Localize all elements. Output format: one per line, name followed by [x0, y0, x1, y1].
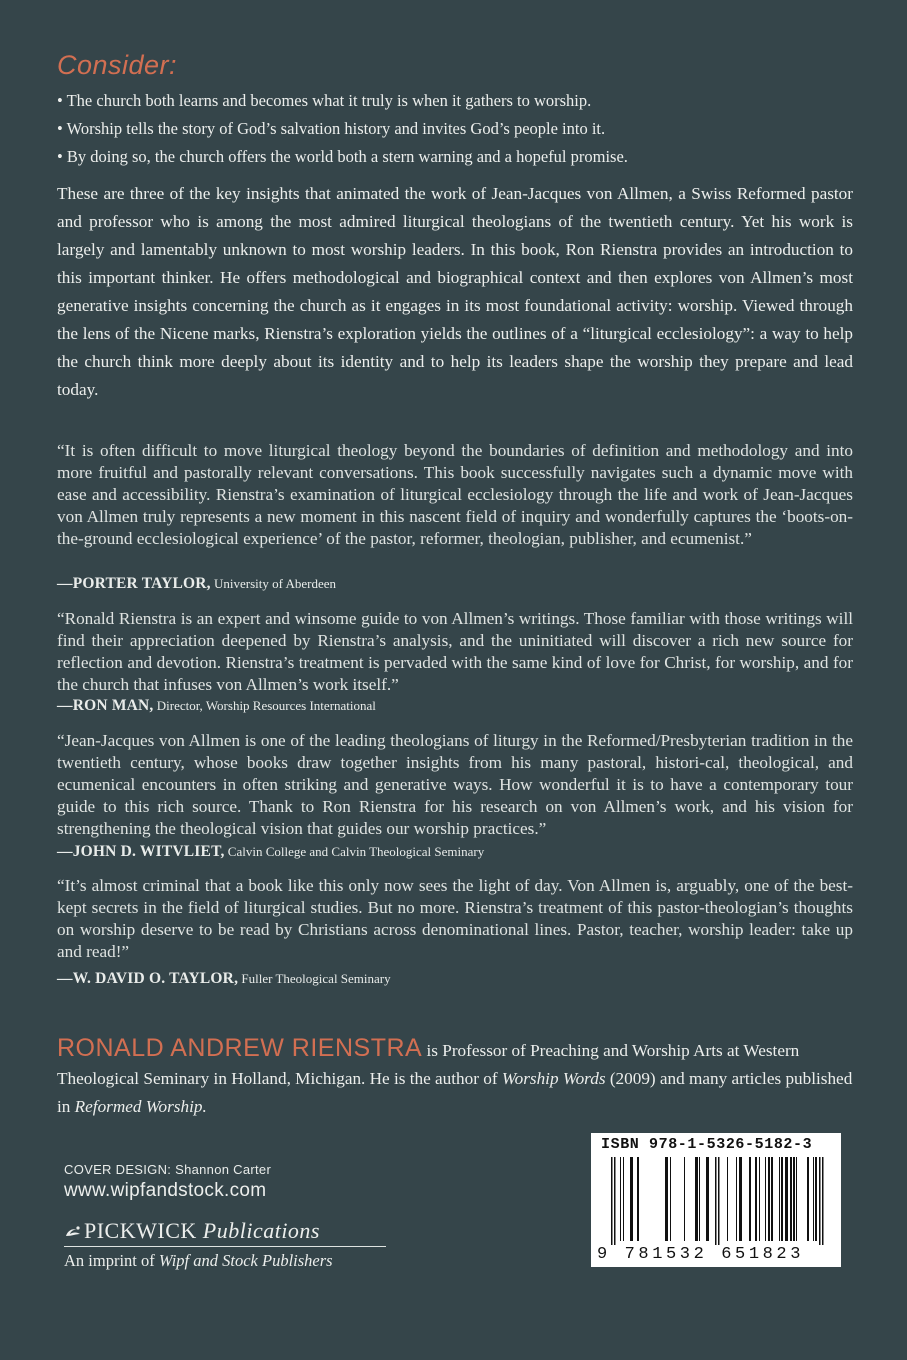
endorser-name: —RON MAN,: [57, 697, 154, 714]
barcode-bar: [727, 1157, 728, 1241]
barcode-bar: [749, 1157, 751, 1241]
barcode-bar: [623, 1157, 624, 1241]
book-title-worship-words: Worship Words: [501, 1069, 606, 1088]
barcode-bar: [815, 1157, 817, 1241]
barcode-bar: [813, 1157, 814, 1241]
barcode-bar: [718, 1157, 720, 1245]
imprint-prefix: An imprint of: [64, 1251, 159, 1270]
barcode-bar: [819, 1157, 821, 1245]
barcode-digits: 9 781532 651823: [597, 1245, 805, 1264]
book-description: These are three of the key insights that animated the work of Jean-Jacques von Allmen, a Swiss Reformed pastor and professor who is among the most admired liturgical theologians of the twentieth century. Yet his work is largely and lamentably unknown to most worship leaders. In this book, Ron Rienstra provides an introduction to this important thinker. He offers methodological and biographical context and then explores von Allmen’s most generative insights concerning the church as it engages in its most foundational activity: worship. Viewed through the lens of the Nicene marks, Rienstra’s exploration yields the outlines of a “liturgical ecclesiology”: a way to help the church think more deeply about its identity and to help its leaders shape the worship they prepare and lead today.: [57, 184, 853, 399]
endorsement-attribution: [57, 843, 857, 861]
barcode-bar: [765, 1157, 766, 1241]
consider-heading: Consider:: [57, 50, 178, 80]
endorsement-attribution: [57, 697, 857, 715]
barcode-bar: [614, 1157, 616, 1245]
barcode-bar: [768, 1157, 770, 1241]
barcode-bar: [736, 1157, 737, 1241]
journal-title-reformed-worship: Reformed Worship.: [74, 1097, 207, 1116]
list-item: • Worship tells the story of God’s salvation history and invites God’s people into it.: [57, 119, 606, 138]
barcode-bar: [739, 1157, 742, 1241]
imprint-line: [64, 1251, 333, 1271]
barcode-bar: [706, 1157, 709, 1241]
barcode-bar: [807, 1157, 809, 1241]
endorser-affiliation: University of Aberdeen: [210, 576, 337, 591]
barcode-bar: [695, 1157, 698, 1241]
barcode-bar: [796, 1157, 797, 1241]
endorser-name: —JOHN D. WITVLIET,: [57, 843, 225, 860]
barcode-bar: [781, 1157, 783, 1241]
key-insights-list: [57, 87, 857, 171]
cover-design-label: COVER DESIGN:: [64, 1162, 172, 1177]
list-item: • The church both learns and becomes what it truly is when it gathers to worship.: [57, 91, 592, 110]
isbn-barcode: [591, 1133, 841, 1267]
barcode-bars: [609, 1157, 825, 1245]
author-bio: [57, 1034, 857, 1121]
endorsement-attribution: [57, 575, 857, 593]
barcode-bar: [779, 1157, 780, 1241]
barcode-bar: [665, 1157, 668, 1241]
barcode-bar: [699, 1157, 700, 1241]
cover-designer: Shannon Carter: [171, 1162, 272, 1177]
endorser-affiliation: Director, Worship Resources International: [153, 698, 376, 713]
barcode-bar: [670, 1157, 671, 1241]
endorsement-quote: “Jean-Jacques von Allmen is one of the leading theologians of liturgy in the Reformed/Presbyterian tradition in the twentieth century, whose books draw together insights from his many pastoral, histori-cal, theological, and ecumenical encounters in often striking and generative ways. How wonderful it is to have a contemporary tour guide to this rich source. Thank to Ron Rienstra for his research on von Allmen’s work, and his vision for strengthening the theological vision that guides our worship practices.”: [57, 731, 853, 838]
publisher-name-italic: Publications: [196, 1218, 320, 1243]
cover-design-credit: [64, 1162, 271, 1177]
barcode-bar: [822, 1157, 824, 1245]
endorser-name: —W. DAVID O. TAYLOR,: [57, 970, 239, 987]
endorsement-quote: “It’s almost criminal that a book like this only now sees the light of day. Von Allmen is, arguably, one of the best-kept secrets in the field of liturgical studies. But no more. Rienstra’s treatment of this pastor-theologian’s thoughts on worship deserve to be read by Christians across denominational lines. Pastor, teacher, worship leader: take up and read!”: [57, 876, 853, 961]
barcode-bar: [755, 1157, 757, 1241]
publisher-logo: [64, 1218, 320, 1244]
barcode-bar: [620, 1157, 621, 1241]
barcode-bar: [684, 1157, 685, 1241]
list-item: • By doing so, the church offers the world both a stern warning and a hopeful promise.: [57, 147, 628, 166]
publisher-website[interactable]: www.wipfandstock.com: [64, 1180, 267, 1201]
endorsement-attribution: [57, 970, 857, 988]
barcode-bar: [630, 1157, 633, 1241]
barcode-bar: [771, 1157, 773, 1241]
barcode-bar: [715, 1157, 717, 1245]
barcode-bar: [790, 1157, 792, 1241]
publisher-name: PICKWICK: [84, 1218, 197, 1243]
pickwick-swan-icon: [64, 1224, 82, 1240]
publisher-divider: [64, 1246, 386, 1247]
barcode-bar: [611, 1157, 613, 1245]
endorsement-quote: “It is often difficult to move liturgical theology beyond the boundaries of definition and methodology and into more fruitful and pastorally relevant conversations. This book successfully navigates such a dynamic move with ease and accessibility. Rienstra’s examination of liturgical ecclesiology through the life and work of Jean-Jacques von Allmen truly represents a new moment in this nascent field of inquiry and wonderfully captures the ‘boots-on-the-ground ecclesiological experience’ of the pastor, reformer, theologian, publisher, and ecumenist.”: [57, 441, 853, 548]
isbn-label: ISBN 978-1-5326-5182-3: [601, 1136, 813, 1153]
imprint-publisher: Wipf and Stock Publishers: [158, 1251, 333, 1270]
author-bio-text: (2009) and many articles published in: [57, 1069, 853, 1116]
barcode-bar: [785, 1157, 788, 1241]
endorsement-quote: “Ronald Rienstra is an expert and winsome guide to von Allmen’s writings. Those familiar with those writings will find their appreciation deepened by Rienstra’s analysis, and the uninitiated will discover a rich new source for reflection and devotion. Rienstra’s treatment is pervaded with the same kind of love for Christ, for worship, and for the church that infuses von Allmen’s work itself.”: [57, 609, 853, 694]
barcode-bar: [759, 1157, 760, 1241]
author-bio-text: is Professor of Preaching and Worship Arts at Western Theological Seminary in Holland, Michigan. He is the author of: [57, 1041, 800, 1088]
endorser-affiliation: Fuller Theological Seminary: [238, 971, 391, 986]
barcode-bar: [637, 1157, 639, 1241]
endorser-affiliation: Calvin College and Calvin Theological Seminary: [224, 844, 485, 859]
endorser-name: —PORTER TAYLOR,: [57, 575, 211, 592]
barcode-bar: [793, 1157, 795, 1241]
author-name: RONALD ANDREW RIENSTRA: [57, 1034, 423, 1062]
